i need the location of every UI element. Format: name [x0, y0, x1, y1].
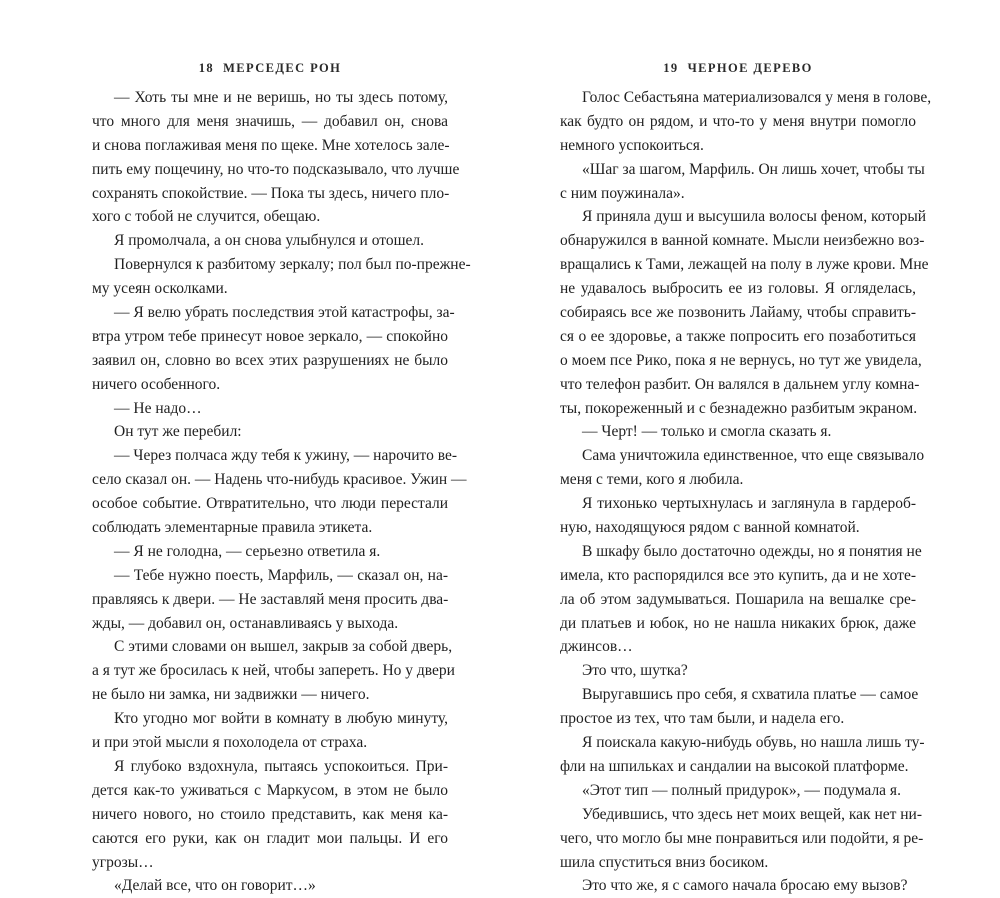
right-running-head — [560, 61, 916, 76]
text-line: — Тебе нужно поесть, Марфиль, — сказал он, на- — [114, 566, 448, 584]
text-line: вращались к Тами, лежащей на полу в луже крови. Мне — [560, 256, 929, 274]
text-line: — Через полчаса жду тебя к ужину, — нарочито ве- — [114, 447, 457, 465]
text-line: саются его руки, как он гладит мои пальцы. И его — [92, 829, 448, 847]
text-line: Голос Себастьяна материализовался у меня в голове, — [582, 89, 932, 106]
text-line: ди платьев и юбок, но не нашла никаких брюк, даже — [560, 614, 916, 632]
text-line: село сказал он. — Надень что-нибудь красивое. Ужин — — [92, 471, 467, 489]
text-line: о моем псе Рико, пока я не вернусь, но тут же увидела, — [560, 351, 922, 369]
text-line: — Я велю убрать последствия этой катастрофы, за- — [114, 304, 455, 322]
text-line: втра утром тебе принесут новое зеркало, — спокойно — [92, 327, 448, 345]
text-line: ную, находящуюся рядом с ванной комнатой. — [560, 519, 860, 537]
text-line: Это что же, я с самого начала бросаю ему вызов? — [582, 877, 908, 895]
text-line: ничего нового, но стоило представить, как меня ка- — [92, 805, 448, 823]
text-line: Он тут же перебил: — [114, 423, 242, 441]
text-line: с ним поужинала». — [560, 184, 685, 202]
text-line: имела, кто распорядился все это купить, да и не хоте- — [560, 566, 916, 584]
text-line: сохранять спокойствие. — Пока ты здесь, ничего пло- — [92, 184, 450, 202]
text-line: Повернулся к разбитому зеркалу; пол был по-прежне- — [114, 256, 471, 274]
text-line: простое из тех, что там были, и надела его. — [560, 710, 845, 728]
text-line: и при этой мысли я похолодела от страха. — [92, 734, 368, 752]
right-page-text — [560, 86, 932, 898]
text-line: Кто угодно мог войти в комнату в любую минуту, — [114, 710, 448, 728]
text-line: пить ему пощечину, но что-то подсказывало, что лучше — [92, 160, 460, 178]
text-line: жды, — добавил он, останавливаясь у выхода. — [92, 614, 399, 632]
text-line: Я тихонько чертыхнулась и заглянула в гардероб- — [582, 495, 916, 513]
text-line: — Черт! — только и смогла сказать я. — [582, 423, 832, 441]
text-line: и снова поглаживая меня по щеке. Мне хотелось зале- — [92, 136, 450, 154]
text-line: С этими словами он вышел, закрыв за собой дверь, — [114, 638, 453, 656]
text-line: а я тут же бросилась к ней, чтобы запереть. Но у двери — [92, 662, 455, 680]
text-line: соблюдать элементарные правила этикета. — [92, 519, 373, 537]
text-line: ла об этом задумываться. Пошарила на вешалке сре- — [560, 590, 916, 608]
text-line: особое событие. Отвратительно, что люди перестали — [92, 495, 448, 513]
left-page-number: 18 — [198, 61, 215, 75]
text-line: правляясь к двери. — Не заставляй меня просить два- — [92, 590, 449, 608]
text-line: Выругавшись про себя, я схватила платье — самое — [582, 686, 919, 704]
text-line: заявил он, словно во всех этих разрушениях не было — [92, 351, 448, 369]
text-line: джинсов… — [560, 638, 633, 656]
text-line: — Хоть ты мне и не веришь, но ты здесь потому, — [114, 89, 448, 106]
text-line: как будто он рядом, и что-то у меня внутри помогло — [560, 112, 916, 130]
text-line: В шкафу было достаточно одежды, но я понятия не — [582, 542, 922, 560]
text-line: что телефон разбит. Он валялся в дальнем углу комна- — [560, 375, 920, 393]
left-running-head — [92, 61, 448, 76]
text-line: «Делай все, что он говорит…» — [114, 877, 316, 895]
text-line: «Этот тип — полный придурок», — подумала я. — [582, 781, 901, 799]
text-line: угрозы… — [92, 853, 154, 871]
text-line: Я глубоко вздохнула, пытаясь успокоиться. При- — [114, 757, 448, 775]
text-line: Я приняла душ и высушила волосы феном, который — [582, 208, 927, 226]
text-line: ничего особенного. — [92, 375, 221, 393]
text-line: дется как-то уживаться с Маркусом, в этом не было — [92, 781, 448, 799]
right-running-title: ЧЕРНОЕ ДЕРЕВО — [687, 61, 813, 75]
text-line: Я промолчала, а он снова улыбнулся и отошел. — [114, 232, 424, 250]
left-running-title: МЕРСЕДЕС РОН — [223, 61, 342, 75]
text-line: — Не надо… — [114, 399, 202, 417]
text-line: ты, покореженный и с безнадежно разбитым экраном. — [560, 399, 918, 417]
text-line: что много для меня значишь, — добавил он, снова — [92, 112, 448, 130]
text-line: «Шаг за шагом, Марфиль. Он лишь хочет, чтобы ты — [582, 160, 925, 178]
text-line: Это что, шутка? — [582, 662, 688, 680]
text-line: — Я не голодна, — серьезно ответила я. — [114, 542, 381, 560]
right-page-number: 19 — [663, 61, 679, 75]
text-line: Я поискала какую-нибудь обувь, но нашла лишь ту- — [582, 734, 925, 752]
text-line: шила спуститься вниз босиком. — [560, 853, 769, 871]
text-line: Убедившись, что здесь нет моих вещей, как нет ни- — [582, 805, 923, 823]
text-line: немного успокоиться. — [560, 136, 704, 154]
text-line: чего, что могло бы мне понравиться или подойти, я ре- — [560, 829, 924, 847]
left-page-text — [92, 86, 471, 898]
text-line: Сама уничтожила единственное, что еще связывало — [582, 447, 925, 465]
text-line: обнаружился в ванной комнате. Мысли неизбежно воз- — [560, 232, 925, 250]
text-line: ся о ее здоровье, а также попросить его позаботиться — [560, 327, 916, 345]
text-line: му усеян осколками. — [92, 280, 228, 298]
text-line: фли на шпильках и сандалии на высокой платформе. — [560, 757, 909, 775]
text-line: не удавалось выбросить ее из головы. Я огляделась, — [560, 280, 916, 298]
text-line: меня с теми, кого я любила. — [560, 471, 744, 489]
text-line: собираясь все же позвонить Лайаму, чтобы справить- — [560, 304, 916, 322]
text-line: не было ни замка, ни задвижки — ничего. — [92, 686, 370, 704]
text-line: хого с тобой не случится, обещаю. — [92, 208, 321, 226]
